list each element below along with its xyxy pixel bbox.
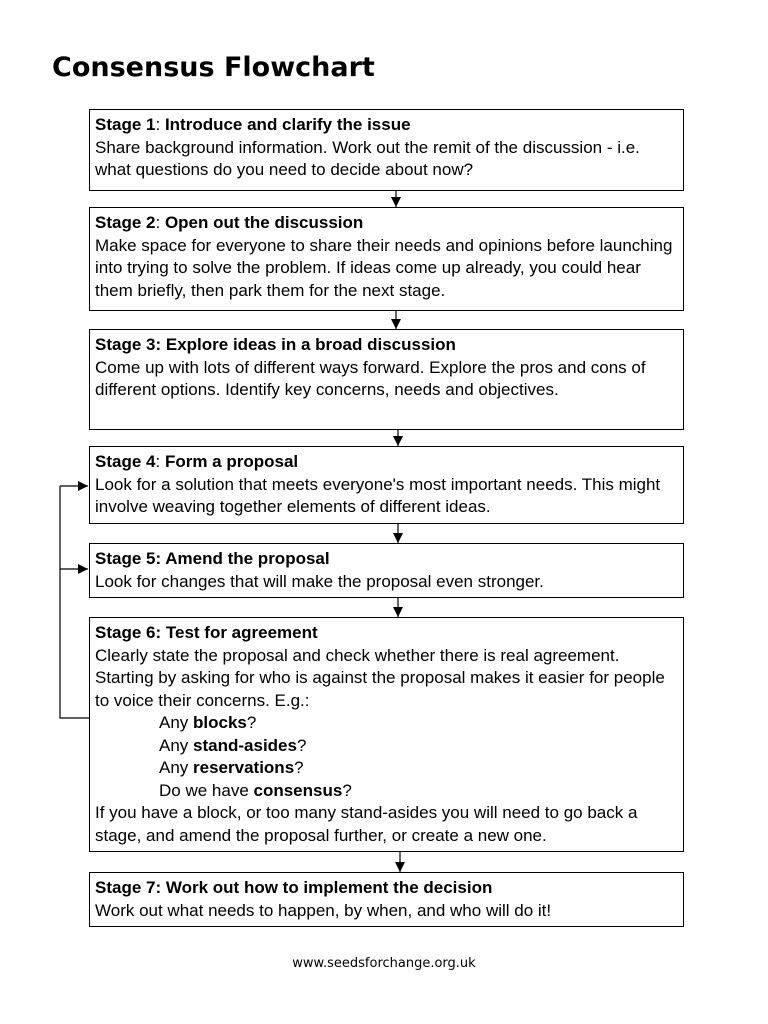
stage-separator: : — [155, 549, 166, 568]
stage-title: Amend the proposal — [165, 549, 330, 568]
question-prefix: Any — [159, 713, 194, 732]
question-consensus — [95, 780, 678, 803]
stage-5-heading — [95, 548, 678, 571]
stage-4-body: Look for a solution that meets everyone's most important needs. This might involve weaving together elements of different ideas. — [95, 474, 661, 516]
question-suffix: ? — [296, 735, 307, 755]
stage-label: Stage 1 — [95, 115, 156, 134]
question-suffix: ? — [342, 780, 352, 800]
stage-separator: : — [155, 335, 166, 354]
question-term: reservations — [193, 758, 295, 777]
question-reservations — [95, 757, 678, 780]
stage-1-box — [89, 109, 684, 191]
feedback-loop-line — [60, 486, 89, 718]
stage-separator: : — [155, 452, 165, 471]
stage-separator: : — [155, 213, 165, 232]
stage-4-heading — [95, 451, 678, 474]
stage-1-heading — [95, 114, 678, 137]
stage-title: Explore ideas in a broad discussion — [165, 335, 456, 354]
footer-url: www.seedsforchange.org.uk — [292, 956, 476, 971]
stage-separator: : — [155, 878, 166, 897]
question-prefix: Any — [159, 758, 194, 777]
stage-1-body: Share background information. Work out the remit of the discussion - i.e. what questions do you need to decide about now? — [95, 137, 640, 179]
stage-title: Introduce and clarify the issue — [164, 115, 411, 134]
stage-2-box — [89, 207, 684, 311]
stage-label: Stage 2 — [95, 213, 156, 232]
stage-title: Form a proposal — [164, 452, 299, 471]
question-prefix: Do we have — [159, 780, 254, 800]
stage-label: Stage 6 — [95, 623, 156, 642]
stage-6-heading — [95, 622, 678, 645]
stage-7-body: Work out what needs to happen, by when, and who will do it! — [95, 900, 552, 920]
question-term: consensus — [253, 780, 343, 800]
question-suffix: ? — [246, 713, 257, 732]
stage-title: Work out how to implement the decision — [165, 878, 493, 897]
stage-5-body: Look for changes that will make the proposal even stronger. — [95, 571, 544, 591]
stage-7-heading — [95, 877, 678, 900]
stage-separator: : — [155, 623, 166, 642]
question-term: stand-asides — [193, 735, 297, 755]
stage-label: Stage 5 — [95, 549, 156, 568]
stage-6-closing: If you have a block, or too many stand-asides you will need to go back a stage, and amend the proposal further, or create a new one. — [95, 803, 638, 845]
stage-2-heading — [95, 212, 678, 235]
stage-label: Stage 4 — [95, 452, 156, 471]
page-title: Consensus Flowchart — [52, 52, 375, 83]
stage-label: Stage 7 — [95, 878, 156, 897]
stage-label: Stage 3 — [95, 335, 156, 354]
question-blocks — [95, 712, 678, 735]
stage-7-box — [89, 872, 684, 927]
stage-6-box — [89, 617, 684, 852]
stage-separator: : — [155, 115, 165, 134]
question-stand-asides — [95, 735, 678, 758]
stage-5-box — [89, 543, 684, 598]
stage-6-body: Clearly state the proposal and check whether there is real agreement. Starting by asking for who is against the proposal makes it easier for people to voice their concerns. E.g.: — [95, 645, 665, 710]
stage-2-body: Make space for everyone to share their needs and opinions before launching into trying to solve the problem. If ideas come up already, you could hear them briefly, then park them for the next stage. — [95, 235, 673, 300]
question-suffix: ? — [294, 758, 304, 777]
stage-title: Test for agreement — [165, 623, 318, 642]
question-term: blocks — [193, 713, 247, 732]
stage-4-box — [89, 446, 684, 524]
stage-3-box — [89, 329, 684, 430]
stage-3-heading — [95, 334, 678, 357]
stage-3-body: Come up with lots of different ways forward. Explore the pros and cons of different options. Identify key concerns, needs and objectives. — [95, 357, 646, 399]
stage-title: Open out the discussion — [164, 213, 364, 232]
question-prefix: Any — [159, 735, 194, 755]
